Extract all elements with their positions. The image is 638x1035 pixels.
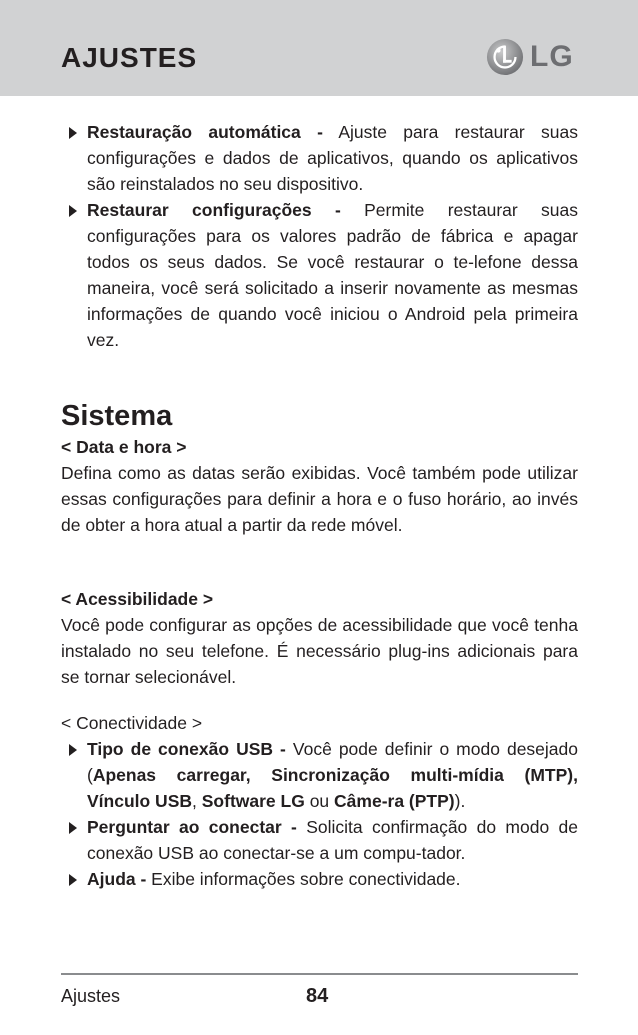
accessibility-text: Você pode configurar as opções de acessibilidade que você tenha instalado no seu telefone. É necessário plug-ins adicionais para se tornar selecionável. [61,615,578,687]
triangle-bullet-icon [69,744,77,756]
item-desc: Exibe informações sobre conectividade. [146,869,461,889]
triangle-bullet-icon [69,127,77,139]
usb-mode-options: Apenas carregar, Sincronização multi-mídia (MTP), Vínculo USB [87,765,578,811]
list-item [61,119,578,197]
connectivity-list [61,736,578,892]
triangle-bullet-icon [69,874,77,886]
footer-divider [61,973,578,975]
item-desc: Ajuste para restaurar suas configurações e dados de aplicativos, quando os aplicativos são reinstalados no seu dispositivo. [87,122,578,194]
accessibility-heading: < Acessibilidade > [61,589,214,609]
section-title: Sistema [61,400,173,432]
brand-name: LG [530,40,574,73]
page-number: 84 [306,985,329,1007]
item-term: Tipo de conexão USB - [87,739,286,759]
date-time-block [61,434,578,538]
restore-list [61,119,578,353]
lg-logo-icon [486,38,524,76]
list-item [61,866,578,892]
item-desc: ). [454,791,466,811]
list-item [61,814,578,866]
lg-logo [486,37,574,77]
item-desc: Você pode definir o modo desejado ( [87,739,579,785]
item-desc: , [192,791,202,811]
item-desc: Solicita confirmação do modo de conexão USB ao conectar-se a um compu-tador. [87,817,578,863]
list-item [61,736,578,814]
list-item [61,197,578,353]
footer-section-name: Ajustes [61,986,121,1006]
item-desc: ou [304,791,335,811]
page-header [0,0,638,96]
triangle-bullet-icon [69,822,77,834]
accessibility-block [61,586,578,690]
header-title: AJUSTES [61,42,198,73]
date-time-text: Defina como as datas serão exibidas. Você também pode utilizar essas configurações para definir a hora e o fuso horário, ao invés de obter a hora atual a partir da rede móvel. [61,463,578,535]
usb-mode-camera: Câme-ra (PTP) [334,791,455,811]
date-time-heading: < Data e hora > [61,437,187,457]
item-term: Restauração automática - [87,122,323,142]
item-term: Restaurar configurações - [87,200,341,220]
item-desc: Permite restaurar suas configurações para os valores padrão de fábrica e apagar todos os seus dados. Se você restaurar o te-lefone dessa maneira, você será solicitado a inserir novamente as mesmas informações de quando você iniciou o Android pela primeira vez. [87,200,579,350]
connectivity-heading: < Conectividade > [61,713,203,733]
usb-mode-software: Software LG [201,791,305,811]
triangle-bullet-icon [69,205,77,217]
item-term: Perguntar ao conectar - [87,817,297,837]
item-term: Ajuda - [87,869,147,889]
